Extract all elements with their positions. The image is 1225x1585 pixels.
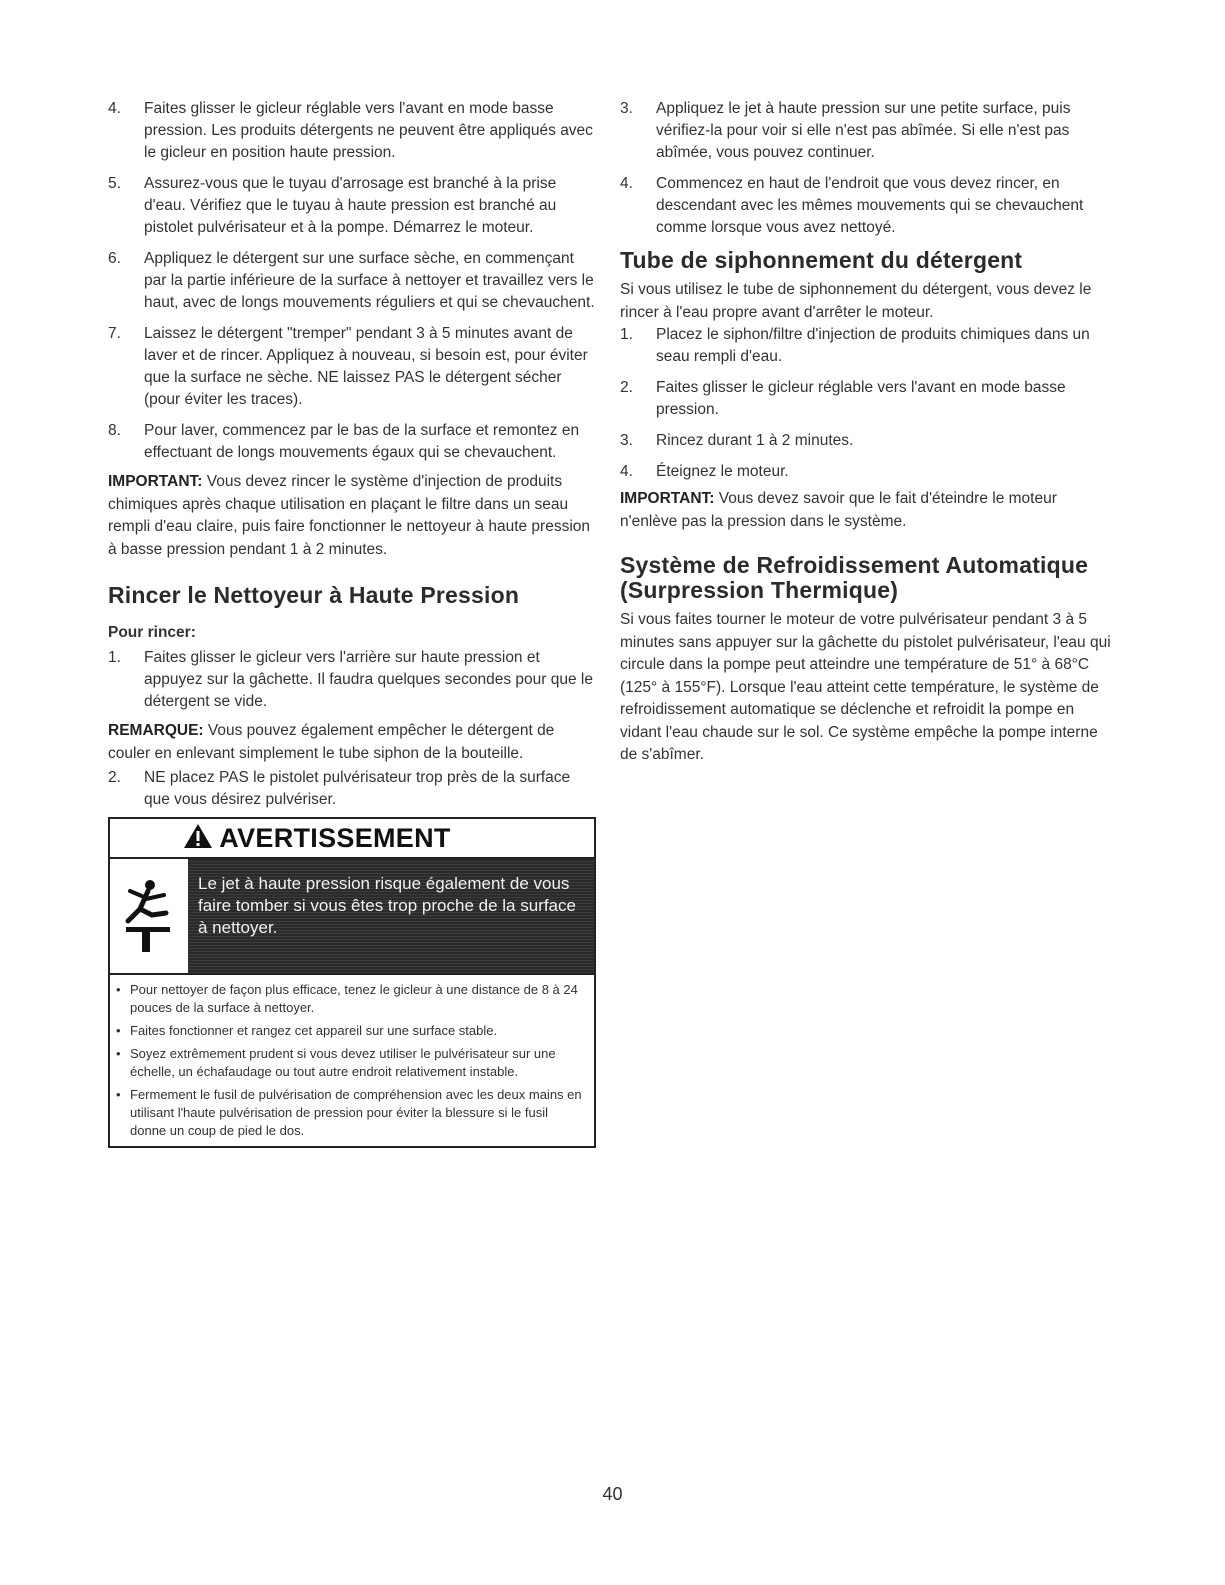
warning-body [110, 859, 594, 975]
siphon-steps [620, 324, 1112, 483]
siphon-intro: Si vous utilisez le tube de siphonnement du détergent, vous devez le rincer à l'eau propre avant d'arrêter le moteur. [620, 281, 1092, 321]
rinsing-steps [620, 98, 1112, 239]
remarque-note: REMARQUE: Vous pouvez également empêcher le détergent de couler en enlevant simplement le tube siphon de la bouteille. [108, 722, 555, 762]
slip-hazard-icon [110, 859, 188, 973]
list-item: • Fermement le fusil de pulvérisation de compréhension avec les deux mains en utilisant l'haute pulvérisation de pression pour éviter la blessure si le fusil donne un coup de pied le dos. [116, 1086, 586, 1140]
list-item: 4. Faites glisser le gicleur réglable vers l'avant en mode basse pression. Les produits détergents ne peuvent être appliqués avec le gicleur en position haute pression. [108, 100, 593, 161]
list-item: 6. Appliquez le détergent sur une surface sèche, en commençant par la partie inférieure de la surface à nettoyer et travaillez vers le haut, avec de longs mouvements réguliers et qui se chevauchent. [108, 250, 595, 311]
warning-header [110, 819, 594, 859]
warning-box [108, 817, 596, 1148]
list-item: 3. Rincez durant 1 à 2 minutes. [620, 432, 854, 449]
cooling-heading: Système de Refroidissement Automatique (Surpression Thermique) [620, 552, 1089, 603]
list-item: 4. Commencez en haut de l'endroit que vous devez rincer, en descendant avec les mêmes mouvements qui se chevauchent comme lorsque vous avez nettoyé. [620, 175, 1084, 236]
list-item: 5. Assurez-vous que le tuyau d'arrosage est branché à la prise d'eau. Vérifiez que le tuyau à haute pression est branché au pistolet pulvérisateur et à la pompe. Démarrez le moteur. [108, 175, 557, 236]
list-item: 4. Éteignez le moteur. [620, 463, 789, 480]
rinse-subheading: Pour rincer: [108, 624, 196, 641]
list-item: 2. NE placez PAS le pistolet pulvérisateur trop près de la surface que vous désirez pulvériser. [108, 769, 571, 808]
siphon-heading: Tube de siphonnement du détergent [620, 247, 1023, 273]
right-column [620, 98, 1112, 767]
cleaning-steps [108, 98, 598, 464]
warning-title: AVERTISSEMENT [219, 822, 451, 853]
list-item: • Faites fonctionner et rangez cet appareil sur une surface stable. [116, 1022, 586, 1040]
rinse-steps-2 [108, 767, 598, 811]
page-number: 40 [602, 1484, 623, 1504]
list-item: • Soyez extrêmement prudent si vous devez utiliser le pulvérisateur sur une échelle, un échafaudage ou tout autre endroit relativement instable. [116, 1045, 586, 1081]
list-item: 1. Faites glisser le gicleur vers l'arrière sur haute pression et appuyez sur la gâchette. Il faudra quelques secondes pour que le détergent se vide. [108, 649, 593, 710]
warning-triangle-icon [183, 823, 213, 854]
important-note-right: IMPORTANT: Vous devez savoir que le fait d'éteindre le moteur n'enlève pas la pression dans le système. [620, 490, 1057, 530]
list-item: 2. Faites glisser le gicleur réglable vers l'avant en mode basse pression. [620, 379, 1066, 418]
list-item: 7. Laissez le détergent "tremper" pendant 3 à 5 minutes avant de laver et de rincer. Appliquez à nouveau, si besoin est, pour éviter que la surface ne sèche. NE laissez PAS le détergent sécher (pour éviter les traces). [108, 325, 588, 408]
list-item: 1. Placez le siphon/filtre d'injection de produits chimiques dans un seau rempli d'eau. [620, 326, 1090, 365]
left-column [108, 98, 598, 1148]
list-item: • Pour nettoyer de façon plus efficace, tenez le gicleur à une distance de 8 à 24 pouces de la surface à nettoyer. [116, 981, 586, 1017]
warning-message: Le jet à haute pression risque également de vous faire tomber si vous êtes trop proche de la surface à nettoyer. [188, 859, 594, 973]
warning-bullets [110, 975, 594, 1146]
list-item: 3. Appliquez le jet à haute pression sur une petite surface, puis vérifiez-la pour voir si elle n'est pas abîmée. Si elle n'est pas abîmée, vous pouvez continuer. [620, 100, 1071, 161]
important-note: IMPORTANT: Vous devez rincer le système d'injection de produits chimiques après chaque utilisation en plaçant le filtre dans un seau rempli d'eau claire, puis faire fonctionner le nettoyeur à haute pression à basse pression pendant 1 à 2 minutes. [108, 473, 591, 558]
rinse-steps [108, 647, 598, 713]
rinse-heading: Rincer le Nettoyeur à Haute Pression [108, 582, 520, 608]
cooling-text: Si vous faites tourner le moteur de votre pulvérisateur pendant 3 à 5 minutes sans appuyer sur la gâchette du pistolet pulvérisateur, l'eau qui circule dans la pompe peut atteindre une température de 51° à 68°C (125° à 155°F). Lorsque l'eau atteint cette température, le système de refroidissement automatique se déclenche et refroidit la pompe en vidant l'eau chaude sur le sol. Ce système empêche la pompe interne de s'abîmer. [620, 611, 1111, 763]
list-item: 8. Pour laver, commencez par le bas de la surface et remontez en effectuant de longs mouvements égaux qui se chevauchent. [108, 422, 580, 461]
